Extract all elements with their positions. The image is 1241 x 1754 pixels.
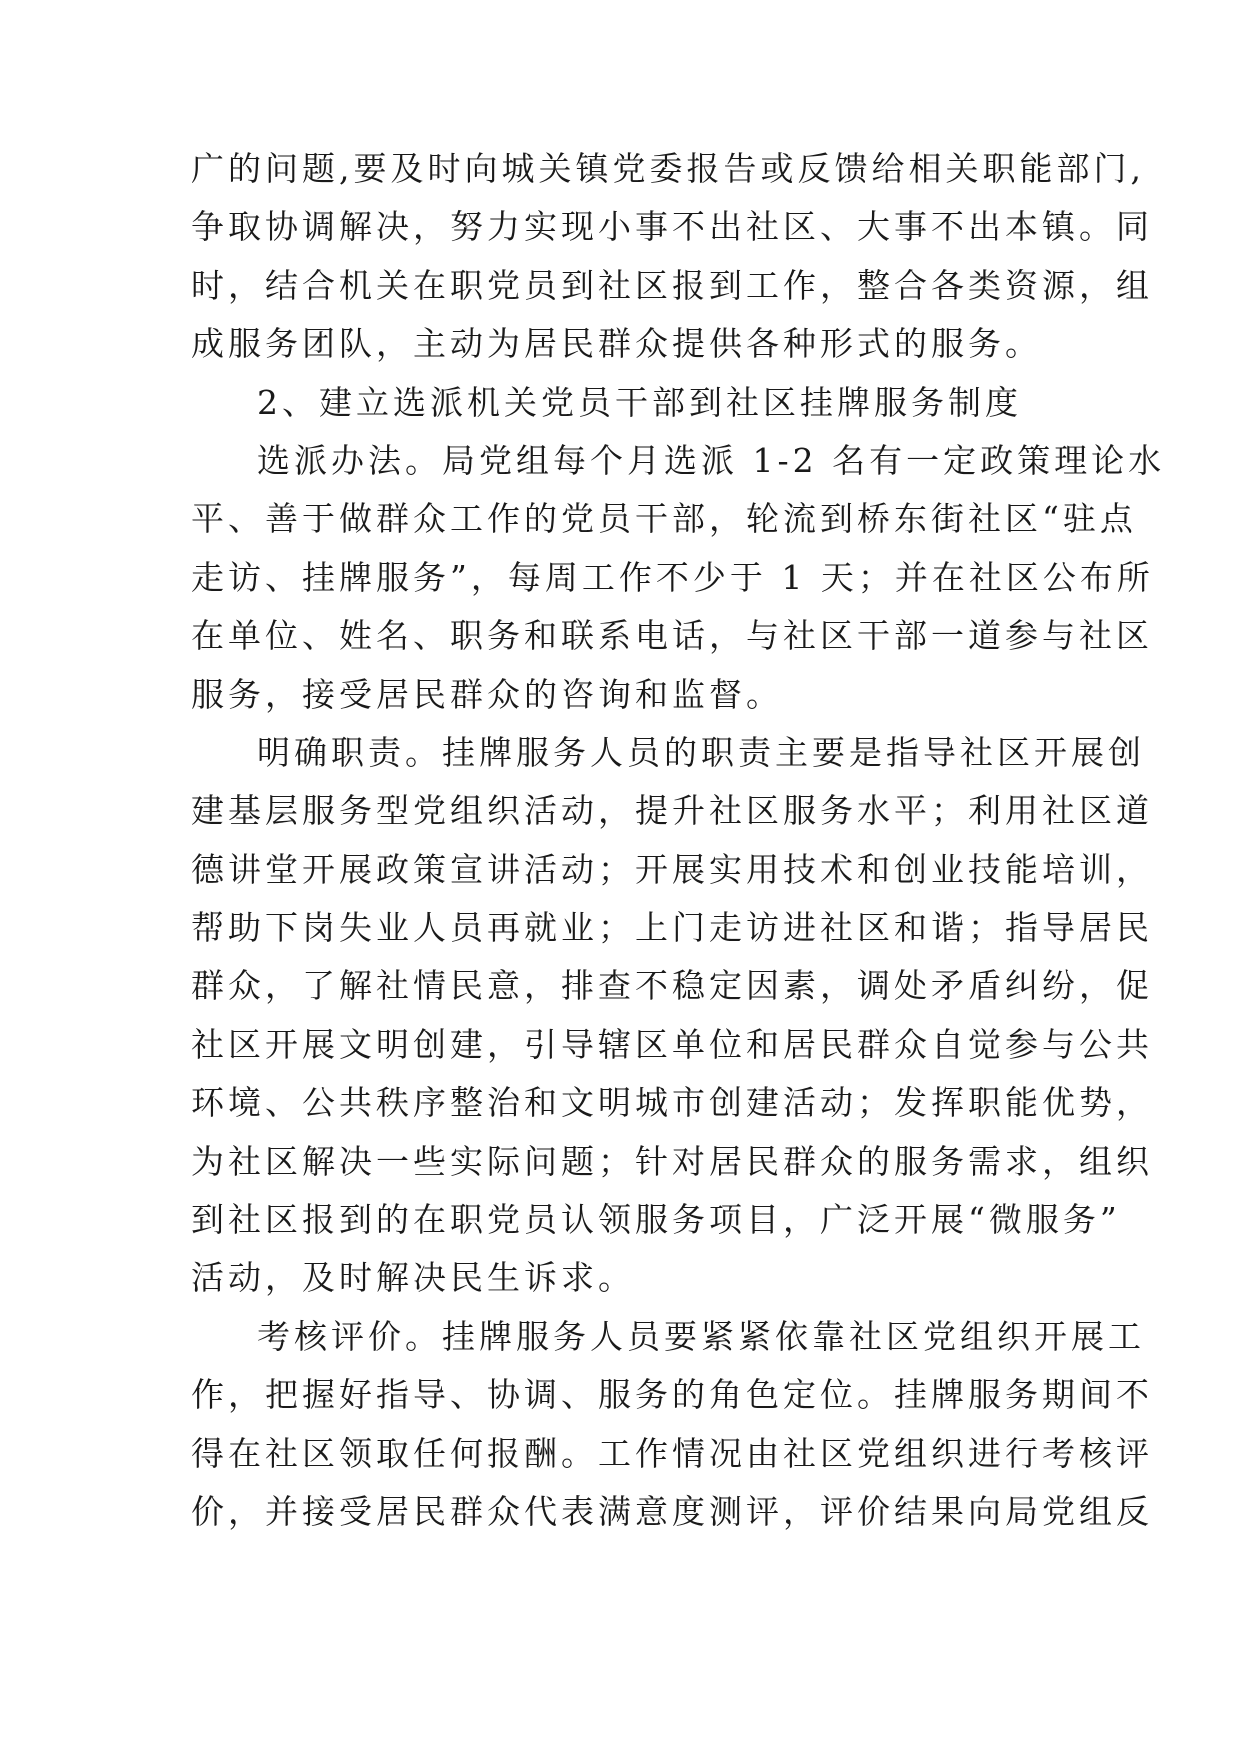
text-line: 成服务团队，主动为居民群众提供各种形式的服务。 <box>191 324 1042 364</box>
text-line: 活动，及时解决民生诉求。 <box>191 1258 635 1298</box>
text-line: 时，结合机关在职党员到社区报到工作，整合各类资源，组 <box>191 265 1153 305</box>
section-heading: 2、建立选派机关党员干部到社区挂牌服务制度 <box>257 382 1022 422</box>
text-line: 环境、公共秩序整治和文明城市创建活动；发挥职能优势， <box>191 1083 1153 1123</box>
body-text <box>191 140 1166 1541</box>
paragraph-start: 考核评价。挂牌服务人员要紧紧依靠社区党组织开展工 <box>257 1316 1145 1356</box>
paragraph-start: 选派办法。局党组每个月选派 1-2 名有一定政策理论水 <box>257 440 1166 480</box>
text-line: 服务，接受居民群众的咨询和监督。 <box>191 674 783 714</box>
text-line: 广的问题,要及时向城关镇党委报告或反馈给相关职能部门, <box>191 149 1145 188</box>
paragraph-start: 明确职责。挂牌服务人员的职责主要是指导社区开展创 <box>257 732 1145 772</box>
text-line: 在单位、姓名、职务和联系电话，与社区干部一道参与社区 <box>191 616 1153 656</box>
text-line: 走访、挂牌服务”，每周工作不少于 1 天；并在社区公布所 <box>191 557 1154 597</box>
text-line: 为社区解决一些实际问题；针对居民群众的服务需求，组织 <box>191 1141 1153 1181</box>
text-line: 社区开展文明创建，引导辖区单位和居民群众自觉参与公共 <box>191 1024 1153 1064</box>
text-line: 建基层服务型党组织活动，提升社区服务水平；利用社区道 <box>191 791 1153 831</box>
text-line: 价，并接受居民群众代表满意度测评，评价结果向局党组反 <box>191 1491 1153 1531</box>
text-line: 平、善于做群众工作的党员干部，轮流到桥东街社区“驻点 <box>191 499 1137 539</box>
text-line: 到社区报到的在职党员认领服务项目，广泛开展“微服务” <box>191 1200 1121 1240</box>
text-line: 帮助下岗失业人员再就业；上门走访进社区和谐；指导居民 <box>191 908 1153 948</box>
text-line: 争取协调解决，努力实现小事不出社区、大事不出本镇。同 <box>191 207 1153 247</box>
text-line: 群众，了解社情民意，排查不稳定因素，调处矛盾纠纷，促 <box>191 966 1153 1006</box>
text-line: 德讲堂开展政策宣讲活动；开展实用技术和创业技能培训， <box>191 849 1153 889</box>
text-line: 作，把握好指导、协调、服务的角色定位。挂牌服务期间不 <box>191 1375 1153 1415</box>
text-line: 得在社区领取任何报酬。工作情况由社区党组织进行考核评 <box>191 1433 1153 1473</box>
